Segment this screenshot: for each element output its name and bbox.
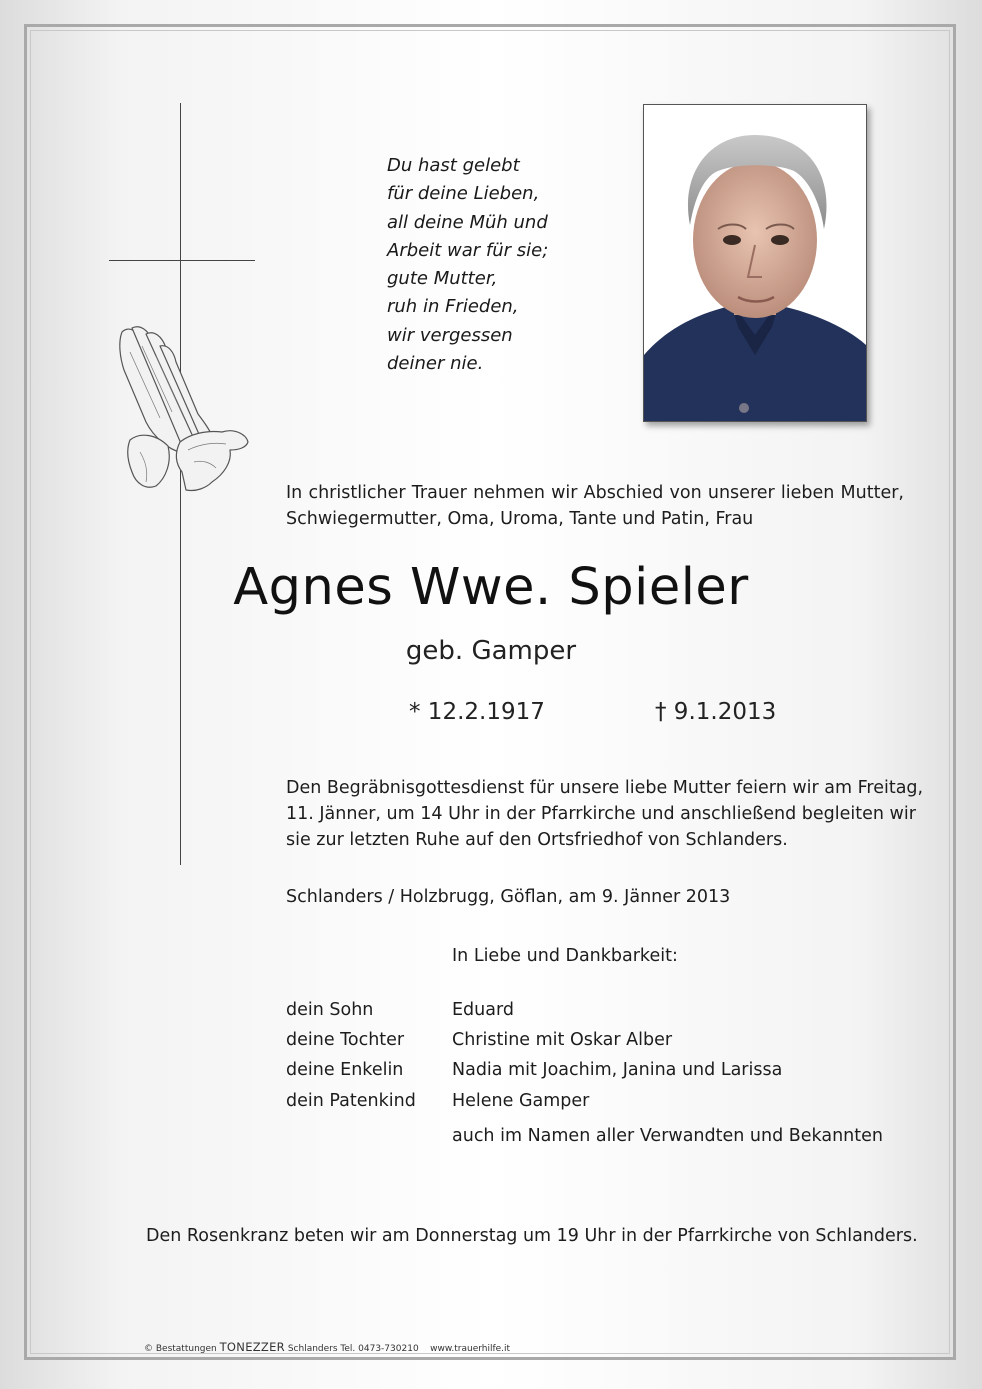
memorial-poem — [387, 152, 548, 378]
poem-line: für deine Lieben, — [387, 183, 540, 205]
poem-line: Du hast gelebt — [387, 155, 520, 176]
mourner-names: Nadia mit Joachim, Janina und Larissa — [452, 1060, 783, 1080]
gratitude-line: In Liebe und Dankbarkeit: — [452, 946, 678, 966]
funeral-text-line: 11. Jänner, um 14 Uhr in der Pfarrkirche und anschließend begleiten wir — [286, 804, 916, 824]
mourner-relation: deine Tochter — [286, 1030, 405, 1050]
footer-contact: Schlanders Tel. 0473-730210 — [287, 1344, 419, 1354]
intro-line: Schwiegermutter, Oma, Uroma, Tante und Patin, Frau — [286, 509, 754, 529]
cross-horizontal-beam — [109, 260, 255, 261]
funeral-text-line: sie zur letzten Ruhe auf den Ortsfriedhof von Schlanders. — [286, 830, 788, 850]
footer-prefix: © Bestattungen — [144, 1344, 217, 1354]
portrait-photo — [643, 104, 867, 422]
poem-line: wir vergessen — [387, 324, 513, 346]
poem-line: Arbeit war für sie; — [387, 239, 549, 261]
place-date: Schlanders / Holzbrugg, Göflan, am 9. Jänner 2013 — [286, 887, 731, 907]
footer-brand: TONEZZER — [219, 1340, 285, 1354]
intro-line: In christlicher Trauer nehmen wir Abschied von unserer lieben Mutter, — [286, 483, 904, 503]
poem-line: all deine Müh und — [387, 211, 548, 233]
mourner-names: Helene Gamper — [452, 1091, 590, 1111]
deceased-name: Agnes Wwe. Spieler — [233, 558, 749, 617]
poem-line: gute Mutter, — [387, 268, 498, 290]
footer-credits — [144, 1340, 510, 1354]
maiden-name: geb. Gamper — [405, 636, 577, 666]
mourner-names: Christine mit Oskar Alber — [452, 1030, 673, 1050]
mourner-relation: dein Patenkind — [286, 1091, 416, 1111]
poem-line: ruh in Frieden, — [387, 296, 519, 318]
mourner-relation: dein Sohn — [286, 1000, 374, 1020]
mourner-names: Eduard — [452, 1000, 514, 1020]
birth-date: * 12.2.1917 — [409, 699, 545, 725]
relatives-note: auch im Namen aller Verwandten und Bekannten — [452, 1126, 883, 1146]
praying-hands-icon — [110, 322, 250, 494]
death-date: † 9.1.2013 — [655, 699, 777, 725]
footer-website[interactable]: www.trauerhilfe.it — [430, 1344, 511, 1354]
poem-line: deiner nie. — [387, 353, 484, 375]
rosary-notice: Den Rosenkranz beten wir am Donnerstag um 19 Uhr in der Pfarrkirche von Schlanders. — [146, 1226, 918, 1246]
funeral-text-line: Den Begräbnisgottesdienst für unsere liebe Mutter feiern wir am Freitag, — [286, 778, 924, 798]
mourner-relation: deine Enkelin — [286, 1060, 404, 1080]
